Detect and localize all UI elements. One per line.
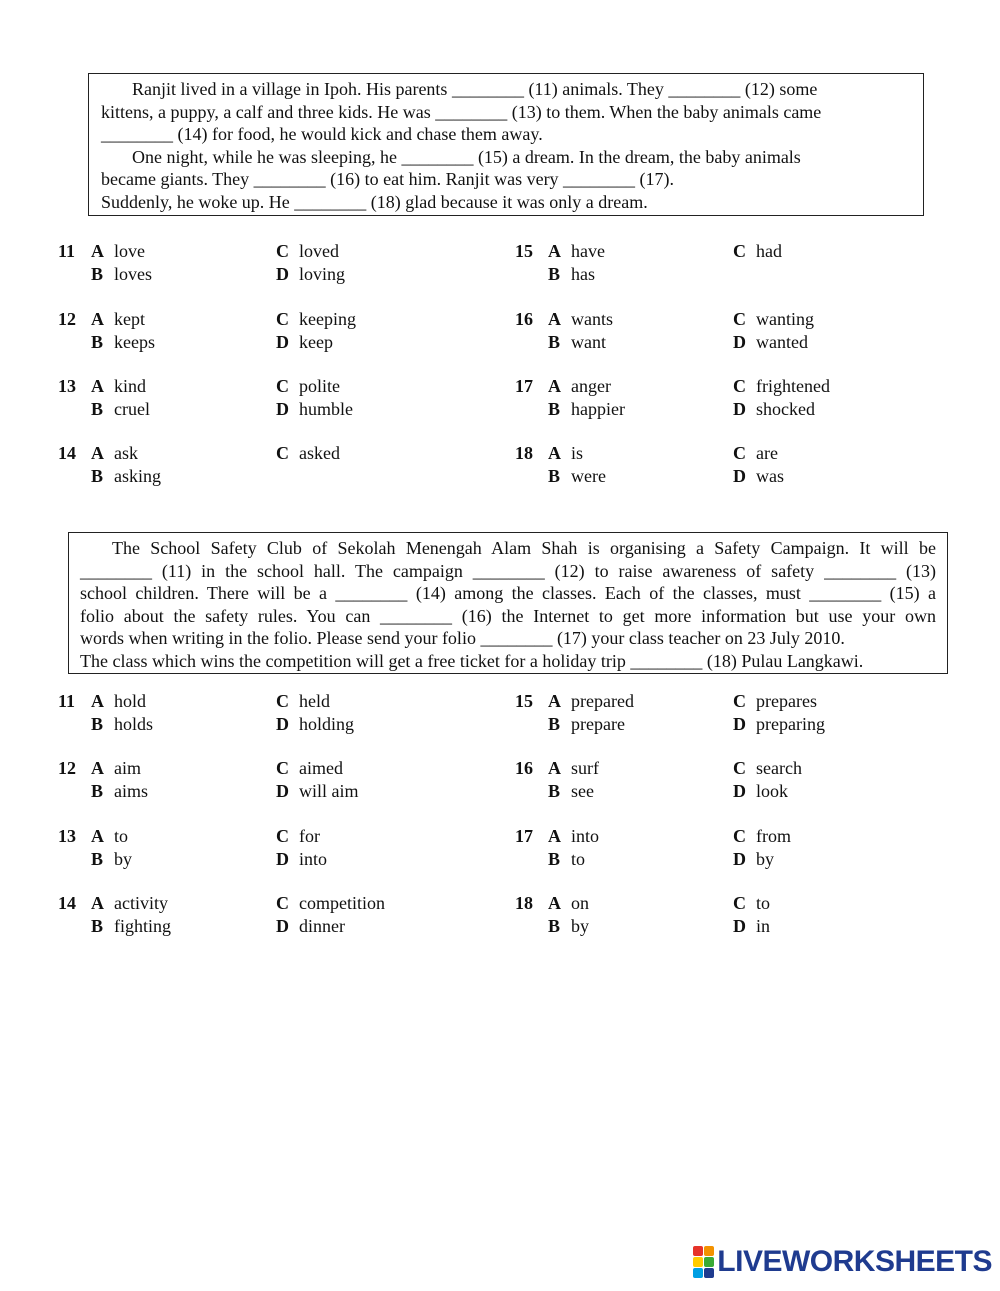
logo-block <box>704 1268 714 1278</box>
option-text[interactable]: prepare <box>571 713 625 734</box>
question-number: 11 <box>58 241 76 261</box>
option-text[interactable]: search <box>756 758 802 778</box>
option-letter: B <box>91 398 104 419</box>
option-letter: B <box>91 915 104 936</box>
option-text[interactable]: wants <box>571 309 613 329</box>
option-letter: B <box>91 465 104 486</box>
option-text[interactable]: asking <box>114 465 161 486</box>
option-text[interactable]: polite <box>299 376 340 396</box>
option-letter: C <box>733 241 746 261</box>
option-text[interactable]: aim <box>114 758 141 778</box>
option-letter: C <box>733 309 746 329</box>
option-letter: B <box>91 713 104 734</box>
option-letter: B <box>548 331 561 352</box>
option-letter: B <box>548 398 561 419</box>
question-number: 18 <box>515 443 533 463</box>
option-text[interactable]: preparing <box>756 713 825 734</box>
question-number: 13 <box>58 376 76 396</box>
option-text[interactable]: prepared <box>571 691 634 711</box>
option-text[interactable]: for <box>299 826 320 846</box>
option-text[interactable]: asked <box>299 443 340 463</box>
passage-2-line: The class which wins the competition will get a free ticket for a holiday trip ________ (18) Pulau Langkawi. <box>80 650 864 671</box>
option-text[interactable]: held <box>299 691 330 711</box>
question-number: 14 <box>58 893 76 913</box>
question-number: 12 <box>58 758 76 778</box>
option-letter: C <box>733 893 746 913</box>
option-letter: A <box>548 443 561 463</box>
option-letter: A <box>548 893 561 913</box>
option-letter: B <box>548 713 561 734</box>
option-letter: A <box>91 691 104 711</box>
logo-block <box>693 1268 703 1278</box>
option-letter: C <box>733 758 746 778</box>
option-letter: D <box>733 713 746 734</box>
option-letter: D <box>276 915 289 936</box>
passage-1-line: Suddenly, he woke up. He ________ (18) glad because it was only a dream. <box>101 191 648 212</box>
option-text[interactable]: were <box>571 465 606 486</box>
option-letter: A <box>91 376 104 396</box>
passage-2-line: folio about the safety rules. You can ________ (16) the Internet to get more information but use your own <box>80 605 936 626</box>
option-letter: A <box>91 893 104 913</box>
question-number: 15 <box>515 241 533 261</box>
option-letter: C <box>276 691 289 711</box>
option-text[interactable]: aims <box>114 780 148 801</box>
option-letter: A <box>548 309 561 329</box>
option-text[interactable]: wanted <box>756 331 808 352</box>
option-text[interactable]: loving <box>299 263 346 284</box>
option-letter: A <box>91 309 104 329</box>
passage-2-box <box>68 532 948 674</box>
option-letter: C <box>733 443 746 463</box>
passage-1-box <box>88 73 924 216</box>
option-text[interactable]: keep <box>299 331 333 352</box>
passage-1-line: ________ (14) for food, he would kick and chase them away. <box>101 124 543 144</box>
option-letter: B <box>548 780 561 801</box>
passage-2-line: The School Safety Club of Sekolah Menengah Alam Shah is organising a Safety Campaign. It will be <box>112 538 936 558</box>
liveworksheets-logo <box>693 1245 992 1279</box>
option-letter: A <box>91 826 104 846</box>
logo-block <box>704 1246 714 1256</box>
question-number: 18 <box>515 893 533 913</box>
option-letter: C <box>276 241 289 261</box>
option-text[interactable]: see <box>571 780 594 801</box>
option-letter: D <box>276 331 289 352</box>
option-letter: B <box>548 263 561 284</box>
option-text[interactable]: love <box>114 241 145 261</box>
option-letter: A <box>91 241 104 261</box>
option-text[interactable]: kept <box>114 309 145 329</box>
option-letter: D <box>733 465 746 486</box>
question-number: 16 <box>515 758 533 778</box>
option-text[interactable]: ask <box>114 443 138 463</box>
logo-block <box>704 1257 714 1267</box>
option-text[interactable]: loves <box>114 263 152 284</box>
option-text[interactable]: want <box>571 331 606 352</box>
question-number: 15 <box>515 691 533 711</box>
option-letter: A <box>548 758 561 778</box>
option-text[interactable]: by <box>756 848 774 869</box>
passage-2-line: words when writing in the folio. Please send your folio ________ (17) your class teacher on 23 July 2010. <box>80 628 845 648</box>
option-text[interactable]: frightened <box>756 376 830 396</box>
option-letter: B <box>91 331 104 352</box>
option-text[interactable]: will aim <box>299 780 359 801</box>
option-text[interactable]: prepares <box>756 691 817 711</box>
option-letter: A <box>548 241 561 261</box>
option-letter: C <box>276 376 289 396</box>
question-number: 17 <box>515 376 533 396</box>
passage-1-line: kittens, a puppy, a calf and three kids. He was ________ (13) to them. When the baby animals came <box>101 101 822 122</box>
passage-1-line: became giants. They ________ (16) to eat him. Ranjit was very ________ (17). <box>101 169 675 189</box>
liveworksheets-logo-text: LIVEWORKSHEETS <box>717 1245 992 1278</box>
passage-1-line: Ranjit lived in a village in Ipoh. His parents ________ (11) animals. They ________ (12) some <box>132 79 818 99</box>
option-text[interactable]: happier <box>571 398 625 419</box>
liveworksheets-logo-icon <box>693 1246 714 1278</box>
option-text[interactable]: surf <box>571 758 599 778</box>
passage-1-line: One night, while he was sleeping, he ________ (15) a dream. In the dream, the baby animals <box>132 146 801 167</box>
option-letter: D <box>733 848 746 869</box>
option-text[interactable]: hold <box>114 691 147 711</box>
option-text[interactable]: holding <box>299 713 355 734</box>
option-letter: B <box>548 465 561 486</box>
passage-2-line: school children. There will be a ________ (14) among the classes. Each of the classes, must ________ (15) a <box>80 583 936 603</box>
option-letter: D <box>733 915 746 936</box>
option-letter: D <box>733 398 746 419</box>
option-text[interactable]: competition <box>299 893 385 913</box>
option-letter: B <box>548 848 561 869</box>
option-text[interactable]: to <box>571 848 586 869</box>
passage-2-line: ________ (11) in the school hall. The campaign ________ (12) to raise awareness of safety ________ (13) <box>80 560 936 581</box>
question-number: 14 <box>58 443 76 463</box>
option-letter: C <box>276 893 289 913</box>
option-text[interactable]: activity <box>114 893 168 913</box>
option-letter: C <box>733 376 746 396</box>
option-letter: B <box>91 263 104 284</box>
option-letter: A <box>91 758 104 778</box>
option-text[interactable]: has <box>571 263 595 284</box>
option-text[interactable]: into <box>299 848 328 869</box>
option-text[interactable]: fighting <box>114 915 171 936</box>
option-text[interactable]: into <box>571 826 600 846</box>
option-letter: C <box>276 309 289 329</box>
option-text[interactable]: humble <box>299 398 353 419</box>
option-text[interactable]: anger <box>571 376 611 396</box>
option-text[interactable]: in <box>756 915 771 936</box>
option-text[interactable]: keeping <box>299 309 356 329</box>
logo-block <box>693 1246 703 1256</box>
option-letter: C <box>276 758 289 778</box>
option-letter: B <box>91 780 104 801</box>
option-letter: C <box>276 443 289 463</box>
option-letter: D <box>733 780 746 801</box>
option-letter: C <box>276 826 289 846</box>
option-text[interactable]: on <box>571 893 589 913</box>
option-text[interactable]: by <box>571 915 589 936</box>
option-text[interactable]: by <box>114 848 132 869</box>
option-text[interactable]: keeps <box>114 331 155 352</box>
question-number: 13 <box>58 826 76 846</box>
option-text[interactable]: have <box>571 241 605 261</box>
option-letter: D <box>276 263 289 284</box>
option-text[interactable]: holds <box>114 713 154 734</box>
option-text[interactable]: are <box>756 443 778 463</box>
option-text[interactable]: was <box>756 465 784 486</box>
option-text[interactable]: look <box>756 780 789 801</box>
option-letter: A <box>548 691 561 711</box>
option-text[interactable]: cruel <box>114 398 150 419</box>
option-text[interactable]: to <box>114 826 129 846</box>
question-number: 12 <box>58 309 76 329</box>
option-letter: A <box>548 826 561 846</box>
option-text[interactable]: dinner <box>299 915 345 936</box>
question-number: 11 <box>58 691 76 711</box>
option-text[interactable]: shocked <box>756 398 815 419</box>
option-text[interactable]: had <box>756 241 782 261</box>
option-letter: D <box>276 713 289 734</box>
option-letter: A <box>548 376 561 396</box>
option-letter: B <box>548 915 561 936</box>
option-text[interactable]: wanting <box>756 309 814 329</box>
option-letter: D <box>276 398 289 419</box>
question-number: 16 <box>515 309 533 329</box>
option-letter: A <box>91 443 104 463</box>
option-text[interactable]: aimed <box>299 758 343 778</box>
option-letter: C <box>733 826 746 846</box>
option-letter: C <box>733 691 746 711</box>
option-text[interactable]: to <box>756 893 771 913</box>
option-letter: B <box>91 848 104 869</box>
option-text[interactable]: loved <box>299 241 339 261</box>
option-text[interactable]: from <box>756 826 791 846</box>
option-letter: D <box>276 848 289 869</box>
logo-block <box>693 1257 703 1267</box>
option-letter: D <box>733 331 746 352</box>
option-text[interactable]: is <box>571 443 584 463</box>
option-letter: D <box>276 780 289 801</box>
option-text[interactable]: kind <box>114 376 147 396</box>
question-number: 17 <box>515 826 533 846</box>
